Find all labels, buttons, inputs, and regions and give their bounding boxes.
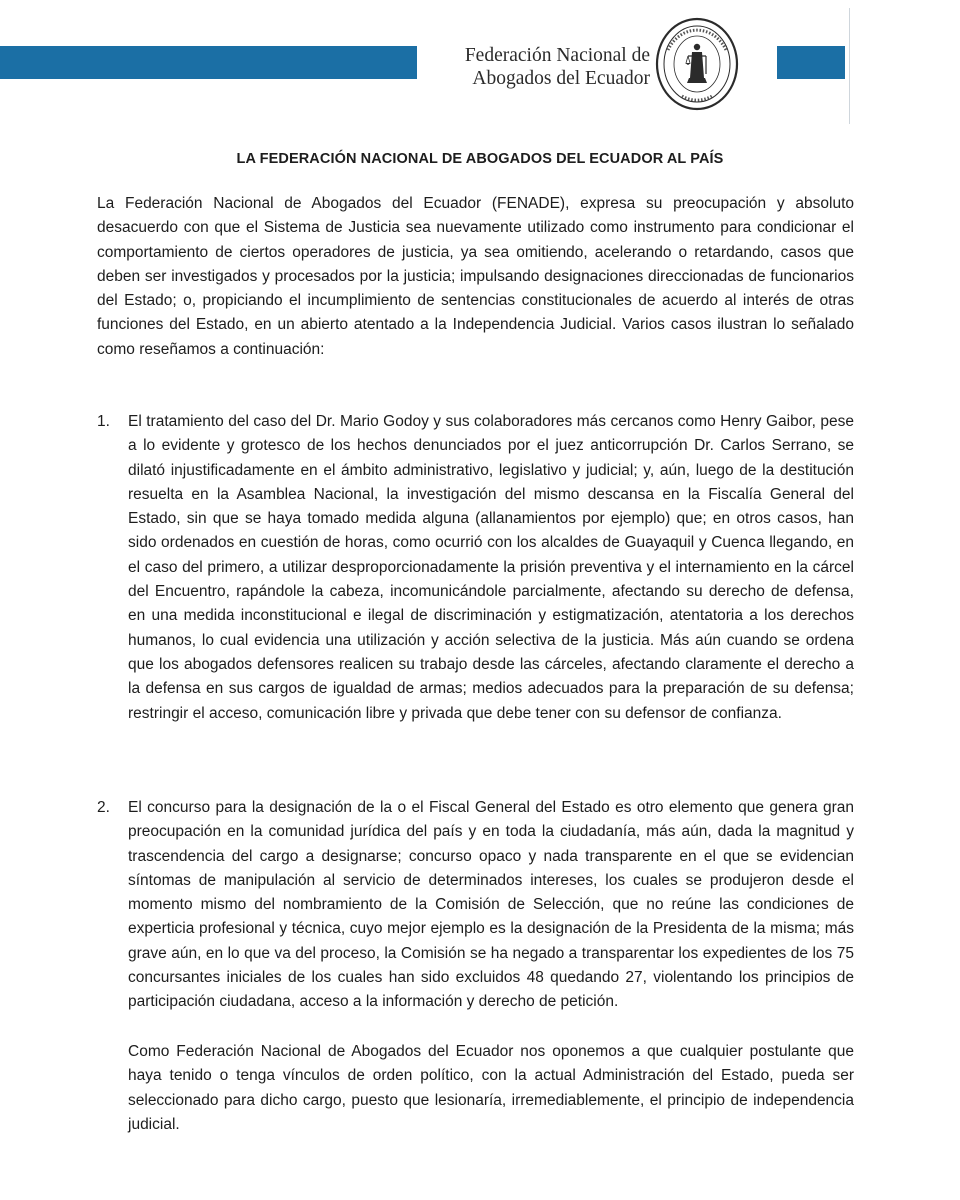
organization-name <box>430 44 650 90</box>
federation-seal-logo <box>654 16 740 112</box>
intro-paragraph: La Federación Nacional de Abogados del Ecuador (FENADE), expresa su preocupación y absoluto desacuerdo con que el Sistema de Justicia sea nuevamente utilizado como instrumento para condicionar el comportamiento de ciertos operadores de justicia, ya sea omitiendo, acelerando o retardando, casos que deben ser investigados y procesados por la justicia; impulsando designaciones direccionadas de funcionarios del Estado; o, propiciando el incumplimiento de sentencias constitucionales de acuerdo al interés de otras funciones del Estado, en un abierto atentado a la Independencia Judicial. Varios casos ilustran lo señalado como reseñamos a continuación: <box>97 195 854 358</box>
list-item-text: El concurso para la designación de la o el Fiscal General del Estado es otro elemento que genera gran preocupación en la comunidad jurídica del país y en toda la ciudadanía, más aún, dada la magnitud y trascendencia del cargo a designarse; concurso opaco y nada transparente en el que se evidencian síntomas de manipulación al servicio de determinados intereses, los cuales se produjeron desde el momento mismo del nombramiento de la Comisión de Selección, que no reúne las condiciones de experticia profesional y técnica, cuyo mejor ejemplo es la designación de la Presidenta de la misma; más grave aún, en lo que va del proceso, la Comisión se ha negado a transparentar los expedientes de los 75 concursantes iniciales de los cuales han sido excluidos 48 quedando 27, violentando los principios de participación ciudadana, acceso a la información y derecho de petición. <box>128 799 854 1011</box>
list-item-number: 2. <box>97 799 110 816</box>
list-item-continuation-paragraph: Como Federación Nacional de Abogados del Ecuador nos oponemos a que cualquier postulante que haya tenido o tenga vínculos de orden político, con la actual Administración del Estado, pueda ser seleccionado para dicho cargo, puesto que lesionaría, irremediablemente, el principio de independencia judicial. <box>128 1043 854 1133</box>
list-item-number: 1. <box>97 413 110 430</box>
list-item-text: El tratamiento del caso del Dr. Mario Godoy y sus colaboradores más cercanos como Henry Gaibor, pese a lo evidente y grotesco de los hechos denunciados por el juez anticorrupción Dr. Carlos Serrano, se dilató injustificadamente en el ámbito administrativo, legislativo y judicial; y, aún, luego de la destitución resuelta en la Asamblea Nacional, la investigación del mismo descansa en la Fiscalía General del Estado, sin que se haya tomado medida alguna (allanamientos por ejemplo) que; en otros casos, han sido ordenados en cuestión de horas, como ocurrió con los alcaldes de Guayaquil y Cuenca llegando, en el caso del primero, a utilizar desproporcionadamente la prisión preventiva y el internamiento en la cárcel del Encuentro, rapándole la cabeza, incomunicándole parcialmente, afectando su derecho de defensa, en una medida inconstitucional e ilegal de discriminación y estigmatización, atentatoria a los derechos humanos, lo cual evidencia una utilización y acción selectiva de la justicia. Más aún cuando se ordena que los abogados defensores realicen su trabajo desde las cárceles, afectando claramente el derecho a la defensa en sus cargos de igualdad de armas; medios adecuados para la preparación de su defensa; restringir el acceso, comunicación libre y privada que debe tener con su defensor de confianza. <box>128 413 854 722</box>
organization-name-line2: Abogados del Ecuador <box>472 68 650 89</box>
letterhead <box>0 0 960 125</box>
letterhead-accent-bar-right <box>777 46 845 79</box>
document-title: LA FEDERACIÓN NACIONAL DE ABOGADOS DEL ECUADOR AL PAÍS <box>236 151 724 167</box>
letterhead-divider <box>849 8 850 124</box>
organization-name-line1: Federación Nacional de <box>464 45 650 66</box>
letterhead-accent-bar-left <box>0 46 417 79</box>
